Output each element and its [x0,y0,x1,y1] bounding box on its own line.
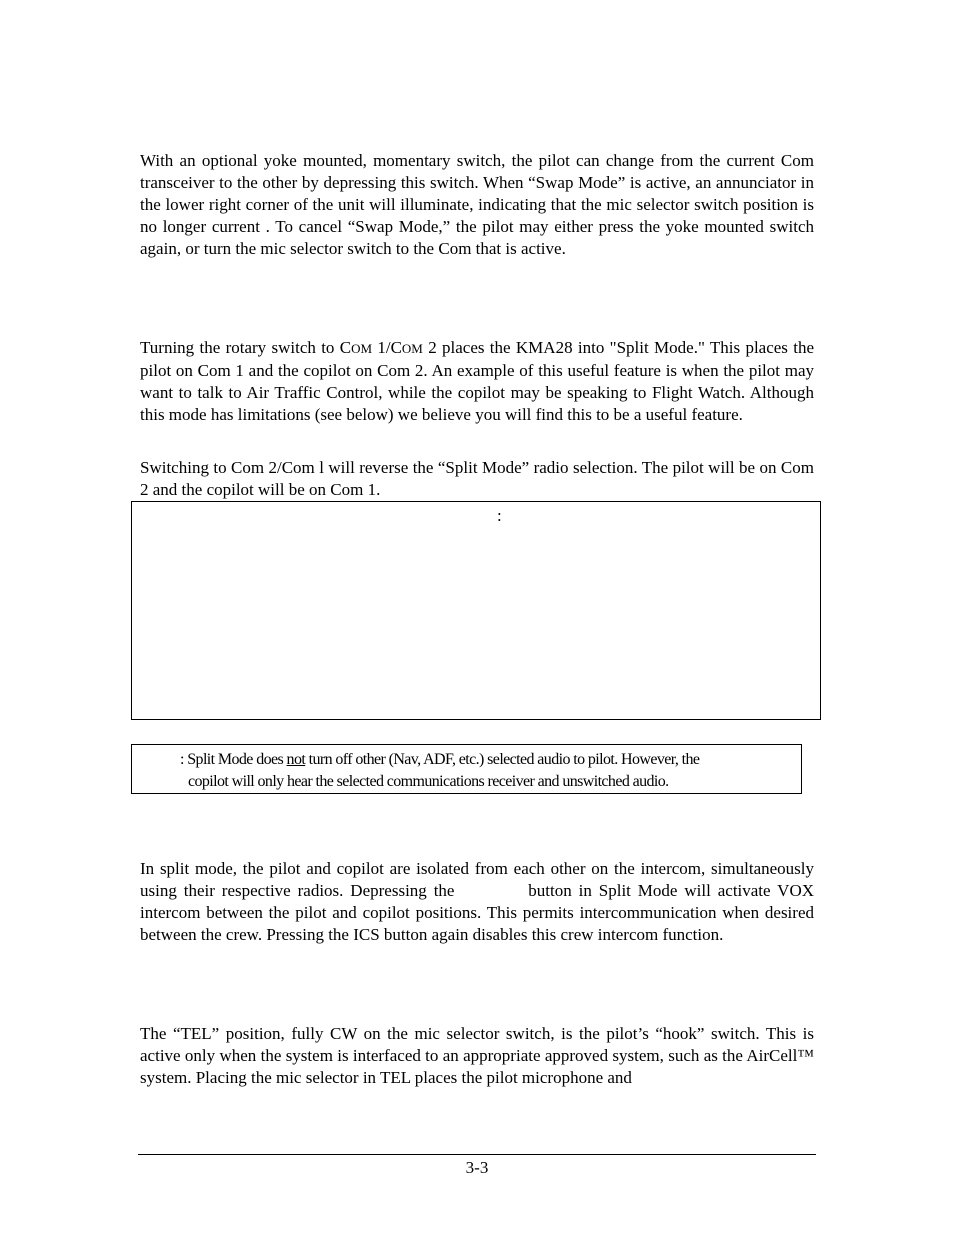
split-mode-text-b: 1/C [372,338,402,357]
split-reverse-paragraph: Switching to Com 2/Com l will reverse the “Split Mode” radio selection. The pilot will be on Com 2 and the copilot will be on Com 1. [140,458,814,499]
split-mode-smallcaps-1: OM [351,341,373,356]
split-mode-text-a: Turning the rotary switch to C [140,338,352,357]
note-line1-rest: turn off other (Nav, ADF, etc.) selected audio to pilot. However, the [305,751,700,768]
note-prefix: : Split Mode does [180,751,287,768]
intercom-text-b: button in Split Mode will activate VOX intercom between the pilot and copilot positions. This permits intercommunication when desired between the crew. Pressing the ICS button again disables this crew intercom function. [140,881,815,944]
split-mode-text-c: 2 places the KMA28 into "Split Mode." This places the pilot on Com 1 and the copilot on Com 2. An example of this useful feature is when the pilot may want to talk to Air Traffic Control, while the copilot may be speaking to Flight Watch. Although this mode has limitations (see below) we believe you will find this to be a useful feature. [140,338,815,424]
split-mode-note [131,744,802,794]
note-box [131,501,821,720]
split-mode-paragraph [140,337,814,426]
note-underlined-not: not [286,751,306,768]
intercom-paragraph [140,858,814,946]
note-line2: copilot will only hear the selected communications receiver and unswitched audio. [188,773,669,790]
note-box-colon: : [497,506,502,525]
split-mode-smallcaps-2: OM [401,341,423,356]
page-number: 3-3 [465,1158,489,1177]
intercom-text-a: In split mode, the pilot and copilot are isolated from each other on the intercom, simultaneously using their respective radios. Depressing the [140,859,814,900]
swap-mode-paragraph: With an optional yoke mounted, momentary switch, the pilot can change from the current Com transceiver to the other by depressing this switch. When “Swap Mode” is active, an annunciator in the lower right corner of the unit will illuminate, indicating that the mic selector switch position is no longer current . To cancel “Swap Mode,” the pilot may either press the yoke mounted switch again, or turn the mic selector switch to the Com that is active. [140,151,814,258]
split-mode-note-text [180,749,800,793]
footer-rule [138,1154,816,1155]
tel-paragraph: The “TEL” position, fully CW on the mic selector switch, is the pilot’s “hook” switch. This is active only when the system is interfaced to an appropriate approved system, such as the AirCell™ system. Placing the mic selector in TEL places the pilot microphone and [140,1024,814,1087]
